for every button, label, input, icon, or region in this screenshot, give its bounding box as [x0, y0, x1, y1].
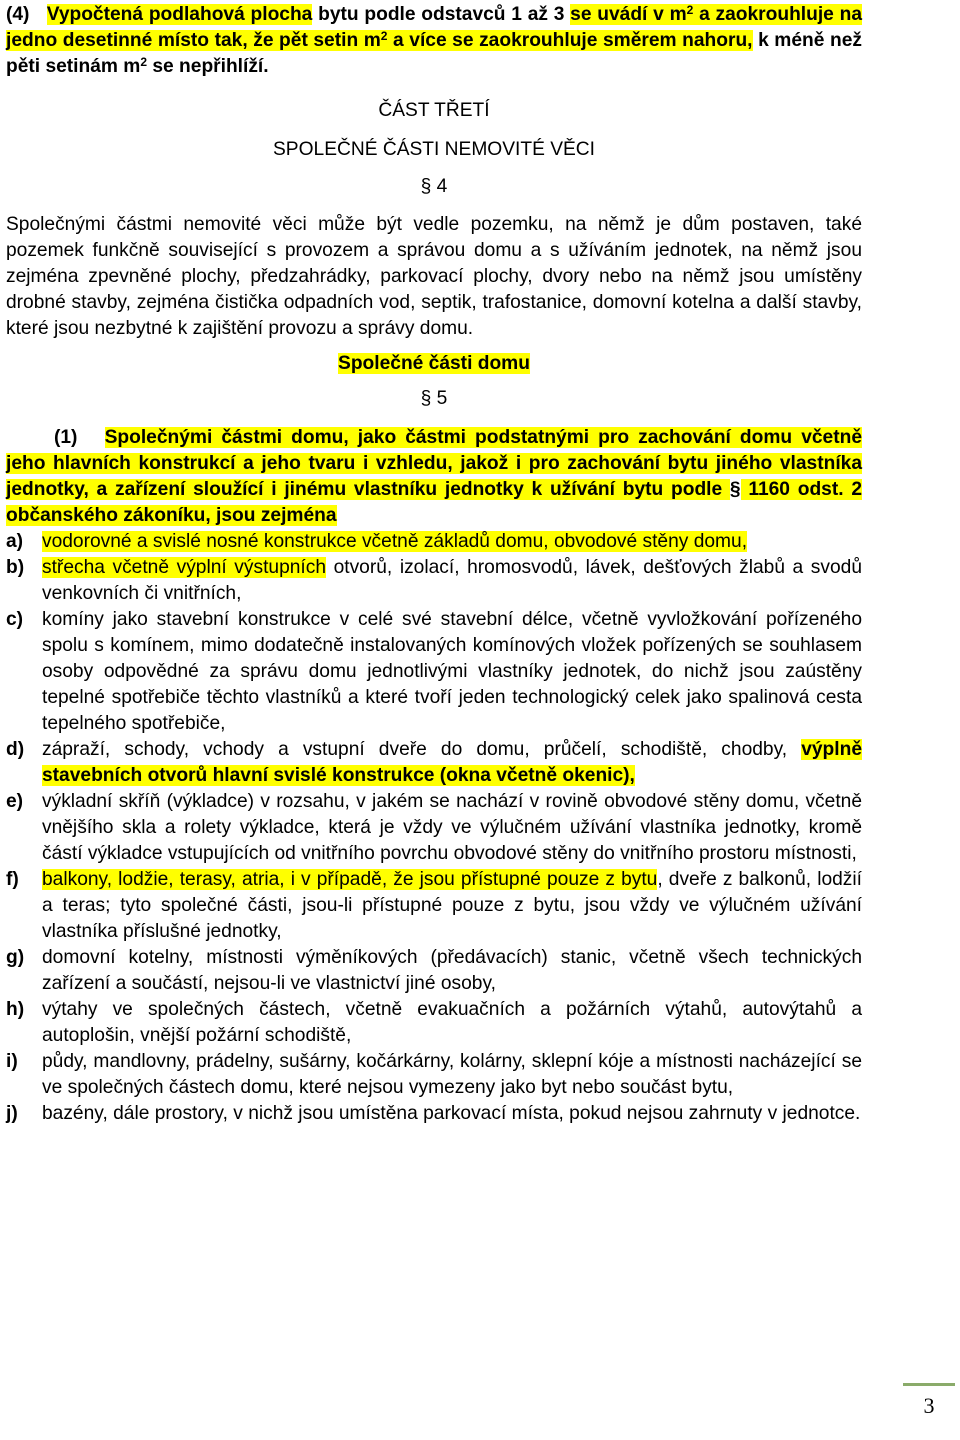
list-item-text: střecha včetně výplní výstupních otvorů, izolací, hromosvodů, lávek, dešťových žlabů a svodů venkovních či vnitřních, [42, 557, 862, 604]
page-number: 3 [903, 1383, 955, 1426]
list-item-label: j) [6, 1103, 18, 1124]
list-item-text: bazény, dále prostory, v nichž jsou umístěna parkovací místa, pokud nejsou zahrnuty v jednotce. [42, 1103, 861, 1124]
part-title: ČÁST TŘETÍ [378, 100, 490, 121]
section-4-heading: § 4 [420, 176, 448, 197]
list-item-text: komíny jako stavební konstrukce v celé své stavební délce, včetně vyvložkování pořízeného spolu s komínem, mimo dodatečně instalovaných komínových vložek pořízených se souhlasem osoby odpovědné za správu domu jednotlivými vlastníky jednotek, do nichž jsou zaústěny tepelné spotřebiče těchto vlastníků a které tvoří jeden technologický celek jako spalinová cesta tepelného spotřebiče, [42, 609, 862, 734]
list-item-label: e) [6, 791, 24, 812]
list-item-label: b) [6, 557, 25, 578]
list-item [6, 1049, 862, 1101]
list-item [6, 529, 862, 555]
list-item [6, 867, 862, 945]
list-item-text: výkladní skříň (výkladce) v rozsahu, v jakém se nachází v rovině obvodové stěny domu, včetně vnějšího skla a rolety výkladce, která je vždy ve výlučném užívání vlastníka jednotky, kromě částí výkladce vstupujících od vnitřního povrchu obvodové stěny do vnitřního prostoru místnosti, [42, 791, 862, 864]
list-item-label: g) [6, 947, 25, 968]
list-item-text: půdy, mandlovny, prádelny, sušárny, kočárkárny, kolárny, sklepní kóje a místnosti nacházející se ve společných částech domu, které nejsou vymezeny jako byt nebo součást bytu, [42, 1051, 862, 1098]
list-item-text: zápraží, schody, vchody a vstupní dveře do domu, průčelí, schodiště, chodby, výplně stavebních otvorů hlavní svislé konstrukce (okna včetně okenic), [42, 739, 862, 786]
document-page [6, 2, 862, 1127]
list-item-label: d) [6, 739, 25, 760]
section-5-paragraph-1: (1) Společnými částmi domu, jako částmi podstatnými pro zachování domu včetně jeho hlavních konstrukcí a jeho tvaru i vzhledu, jakož i pro zachování bytu jiného vlastníka jednotky, a zařízení sloužící i jinému vlastníku jednotky k užívání bytu podle § 1160 odst. 2 občanského zákoníku, jsou zejména [6, 427, 862, 526]
section-4-text: Společnými částmi nemovité věci může být vedle pozemku, na němž je dům postaven, také pozemek funkčně související s provozem a správou domu a s užíváním jednotek, na němž jsou zejména zpevněné plochy, předzahrádky, parkovací plochy, dvory nebo na němž jsou umístěny drobné stavby, zejména čistička odpadních vod, septik, trafostanice, domovní kotelna a další stavby, které jsou nezbytné k zajištění provozu a správy domu. [6, 214, 862, 339]
list-item [6, 555, 862, 607]
section-5-heading: § 5 [420, 388, 448, 409]
part-subtitle: SPOLEČNÉ ČÁSTI NEMOVITÉ VĚCI [273, 139, 595, 160]
common-parts-list [6, 529, 862, 1127]
list-item [6, 1101, 862, 1127]
paragraph-label: (1) [54, 427, 78, 448]
list-item-label: i) [6, 1051, 18, 1072]
list-item-text: vodorovné a svislé nosné konstrukce včetně základů domu, obvodové stěny domu, [42, 531, 748, 552]
list-item-label: a) [6, 531, 24, 552]
section-sign: § [420, 176, 432, 197]
list-item [6, 737, 862, 789]
section-heading: Společné části domu [338, 353, 530, 374]
section-sign: § [420, 388, 432, 409]
list-item-label: h) [6, 999, 25, 1020]
list-item [6, 607, 862, 737]
list-item-text: výtahy ve společných částech, včetně evakuačních a požárních výtahů, autovýtahů a autoplošin, vnější požární schodiště, [42, 999, 862, 1046]
paragraph-label: (4) [6, 4, 30, 25]
list-item-label: f) [6, 869, 19, 890]
list-item [6, 997, 862, 1049]
list-item-label: c) [6, 609, 24, 630]
list-item [6, 789, 862, 867]
paragraph-4: (4) Vypočtená podlahová plocha bytu podle odstavců 1 až 3 se uvádí v $m^2$ a zaokrouhluje na jedno desetinné místo tak, že pět setin $m^2$ a více se zaokrouhluje směrem nahoru, k méně než pěti setinám $m^2$ se nepřihlíží. [6, 3, 863, 77]
list-item-text: balkony, lodžie, terasy, atria, i v případě, že jsou přístupné pouze z bytu, dveře z balkonů, lodžií a teras; tyto společné části, jsou-li přístupné pouze z bytu, jsou vždy ve výlučném užívání vlastníka příslušné jednotky, [42, 869, 862, 942]
list-item [6, 945, 862, 997]
list-item-text: domovní kotelny, místnosti výměníkových (předávacích) stanic, včetně všech technických zařízení a součástí, nejsou-li ve vlastnictví jiné osoby, [42, 947, 862, 994]
